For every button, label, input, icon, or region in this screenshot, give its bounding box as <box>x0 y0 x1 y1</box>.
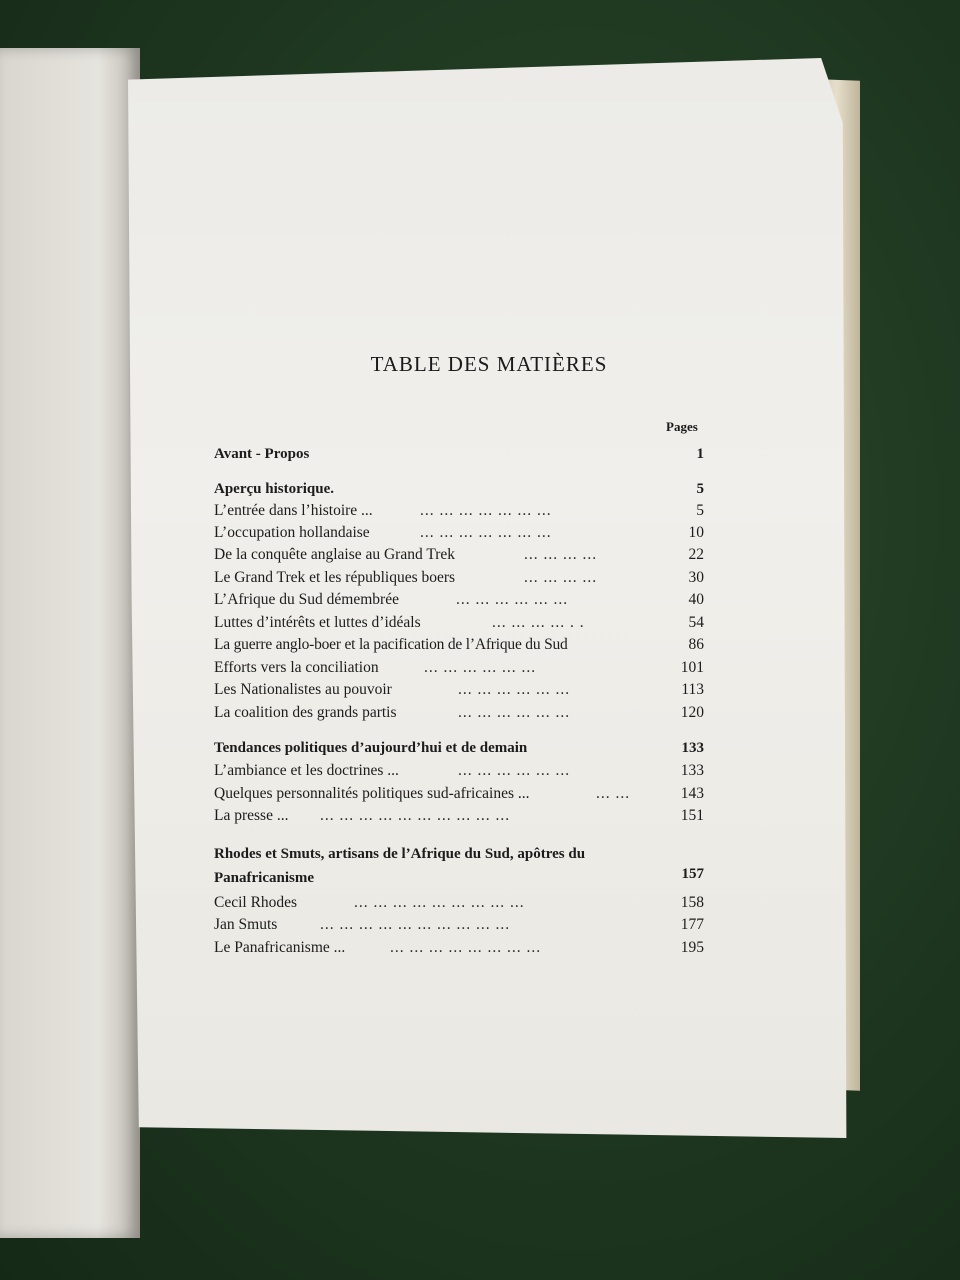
toc-entry-label: Les Nationalistes au pouvoir <box>214 681 392 698</box>
toc-entry-label: Jan Smuts <box>214 916 278 933</box>
toc-entry-label: La guerre anglo-boer et la pacification de l’Afrique du Sud <box>214 636 568 653</box>
toc-entry-label: Quelques personnalités politiques sud-africaines ... <box>214 785 530 802</box>
toc-entry <box>214 591 704 613</box>
toc-entry <box>214 866 704 892</box>
toc-title: TABLE DES MATIÈRES <box>370 352 608 376</box>
toc-entry-leader: ... ... ... ... ... ... ... ... ... <box>354 894 525 911</box>
toc-entry-leader: ... ... ... ... ... ... <box>458 762 571 779</box>
toc-entry-leader: ... ... ... ... ... ... <box>458 681 571 698</box>
toc-entry-page: 113 <box>681 681 704 698</box>
toc-entry-page: 1 <box>696 446 704 462</box>
toc-entry-label: Efforts vers la conciliation <box>214 659 379 676</box>
toc-entry-leader: ... ... ... ... . . <box>492 614 585 631</box>
toc-entry-page: 133 <box>680 762 704 779</box>
toc-entry-label: La coalition des grands partis <box>214 704 397 721</box>
toc-entry-label: De la conquête anglaise au Grand Trek <box>214 546 456 563</box>
toc-entry <box>214 846 704 868</box>
toc-entry-page: 40 <box>688 591 704 608</box>
toc-entry-page: 177 <box>680 916 704 933</box>
left-page <box>0 48 140 1238</box>
toc-entry-label: Cecil Rhodes <box>214 894 298 911</box>
toc-entry-page: 133 <box>681 740 704 756</box>
toc-entry-label: L’occupation hollandaise <box>214 524 370 541</box>
toc-entry-label: L’Afrique du Sud démembrée <box>214 591 399 608</box>
toc-entry-label: Le Panafricanisme ... <box>214 939 346 956</box>
toc-entry-page: 151 <box>680 807 704 824</box>
toc-entry-label: Aperçu historique. <box>214 481 334 497</box>
toc-entry-label: La presse ... <box>214 807 289 824</box>
toc-entry <box>214 785 704 807</box>
toc-entry-leader: ... ... ... ... ... ... ... <box>420 524 552 541</box>
toc-entry-leader: ... ... ... ... ... ... <box>456 591 569 608</box>
toc-entry <box>214 636 704 658</box>
toc-entry-leader: ... ... ... ... ... ... <box>458 704 571 721</box>
toc-entry-page: 10 <box>688 524 704 541</box>
toc-entry-page: 5 <box>696 481 704 497</box>
toc-entry <box>214 569 704 591</box>
toc-entry-leader: ... ... ... ... ... ... ... ... ... ... <box>320 916 511 933</box>
toc-entry <box>214 502 704 524</box>
toc-entry-leader: ... ... ... ... ... ... ... ... ... ... <box>320 807 511 824</box>
toc-entry-leader: ... ... ... ... <box>524 569 598 586</box>
toc-entry <box>214 681 704 703</box>
toc-entry <box>214 916 704 938</box>
toc-entry <box>214 807 704 829</box>
toc-entry-leader: ... ... ... ... ... ... <box>424 659 537 676</box>
toc-entry <box>214 524 704 546</box>
toc-entry <box>214 894 704 916</box>
toc-entry-label: L’ambiance et les doctrines ... <box>214 762 399 779</box>
toc-entry-page: 54 <box>688 614 704 631</box>
toc-entry-label: Panafricanisme <box>214 870 314 886</box>
toc-entry-label: Rhodes et Smuts, artisans de l’Afrique du Sud, apôtres du <box>214 846 586 862</box>
toc-entry <box>214 546 704 568</box>
toc-entry-page: 158 <box>680 894 704 911</box>
toc-entry-leader: ... ... ... ... <box>524 546 598 563</box>
toc-entry-page: 101 <box>680 659 704 676</box>
pages-column-header: Pages <box>666 419 698 434</box>
toc-entry <box>214 659 704 681</box>
toc-entry-label: Avant - Propos <box>214 446 310 462</box>
toc-entry <box>214 740 704 762</box>
toc-entry-page: 195 <box>680 939 704 956</box>
toc-entry-page: 143 <box>680 785 704 802</box>
toc-entry-page: 86 <box>688 636 704 653</box>
toc-entry-label: L’entrée dans l’histoire ... <box>214 502 373 519</box>
toc-entry <box>214 762 704 784</box>
toc-entry-label: Tendances politiques d’aujourd’hui et de demain <box>214 740 528 756</box>
toc-entry <box>214 939 704 961</box>
toc-entry-leader: ... ... ... ... ... ... ... <box>420 502 552 519</box>
toc-entry <box>214 481 704 503</box>
toc-entry-page: 22 <box>688 546 704 563</box>
toc-entry-page: 157 <box>681 866 704 882</box>
toc-entry-page: 120 <box>680 704 704 721</box>
toc-entry <box>214 704 704 726</box>
toc-entry <box>214 614 704 636</box>
toc-entry-label: Le Grand Trek et les républiques boers <box>214 569 456 586</box>
toc-entry-label: Luttes d’intérêts et luttes d’idéals <box>214 614 421 631</box>
toc-entry-page: 30 <box>688 569 704 586</box>
toc-entry-leader: ... ... ... ... ... ... ... ... <box>390 939 542 956</box>
toc-entry <box>214 446 704 468</box>
toc-entry-leader: ... ... <box>596 785 631 802</box>
toc-entry-page: 5 <box>696 502 704 519</box>
